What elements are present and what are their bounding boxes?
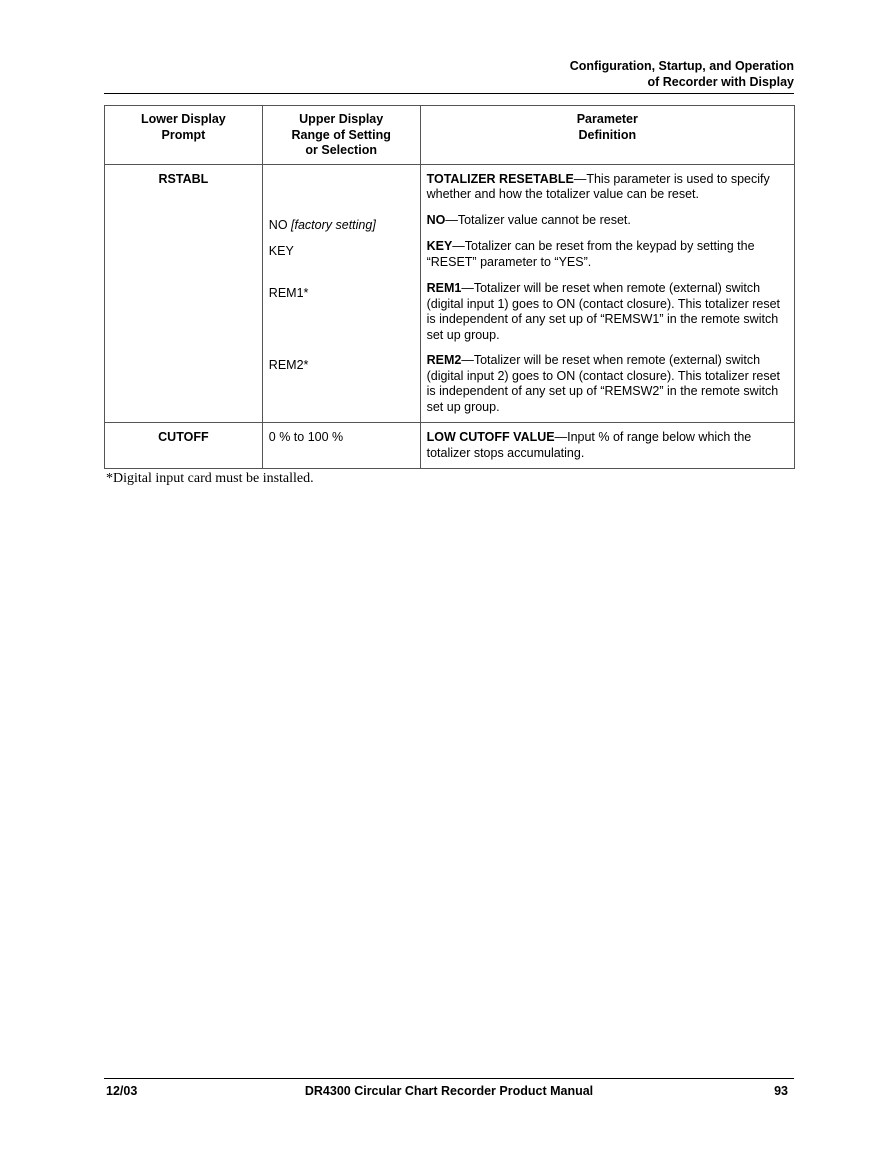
page-footer (104, 1084, 794, 1100)
range-cell: 0 % to 100 % (262, 423, 420, 469)
parameter-table (104, 105, 795, 469)
header-upper-display-range: Upper Display Range of Setting or Selection (262, 106, 420, 165)
header-line-1: Configuration, Startup, and Operation (569, 59, 794, 73)
footer-title: DR4300 Circular Chart Recorder Product Manual (304, 1084, 594, 1098)
range-option: REM1* (268, 285, 309, 300)
definition-cell (420, 164, 794, 423)
definition-intro: TOTALIZER RESETABLE—This parameter is used to specify whether and how the totalizer value can be reset. (426, 171, 770, 201)
table-row (105, 423, 795, 469)
prompt-cell: CUTOFF (105, 423, 263, 469)
definition-option: KEY—Totalizer can be reset from the keypad by setting the “RESET” parameter to “YES”. (426, 239, 755, 269)
header-line-2: of Recorder with Display (647, 75, 794, 89)
definition-option: REM1—Totalizer will be reset when remote (external) switch (digital input 1) goes to ON (contact closure). This totalizer reset is independent of any set up of “REMSW1” in the remote switch set up group. (426, 281, 780, 342)
range-option: KEY (268, 243, 294, 258)
range-option: REM2* (268, 357, 309, 372)
footer-date: 12/03 (106, 1084, 138, 1098)
page-number: 93 (774, 1084, 788, 1098)
footer-rule (104, 1078, 794, 1079)
header-parameter-definition: Parameter Definition (420, 106, 794, 165)
table-header-row (105, 106, 795, 165)
definition-option: REM2—Totalizer will be reset when remote (external) switch (digital input 2) goes to ON (contact closure). This totalizer reset is independent of any set up of “REMSW2” in the remote switch set up group. (426, 353, 780, 414)
definition-cell: LOW CUTOFF VALUE—Input % of range below which the totalizer stops accumulating. (420, 423, 794, 469)
range-option: NO [factory setting] (268, 217, 376, 232)
header-lower-display-prompt: Lower Display Prompt (105, 106, 263, 165)
table-row (105, 164, 795, 423)
range-cell (262, 164, 420, 423)
footnote: *Digital input card must be installed. (106, 471, 314, 486)
header-rule (104, 93, 794, 94)
definition-option: NO—Totalizer value cannot be reset. (426, 212, 631, 227)
prompt-cell: RSTABL (105, 164, 263, 423)
page-header (104, 58, 794, 90)
